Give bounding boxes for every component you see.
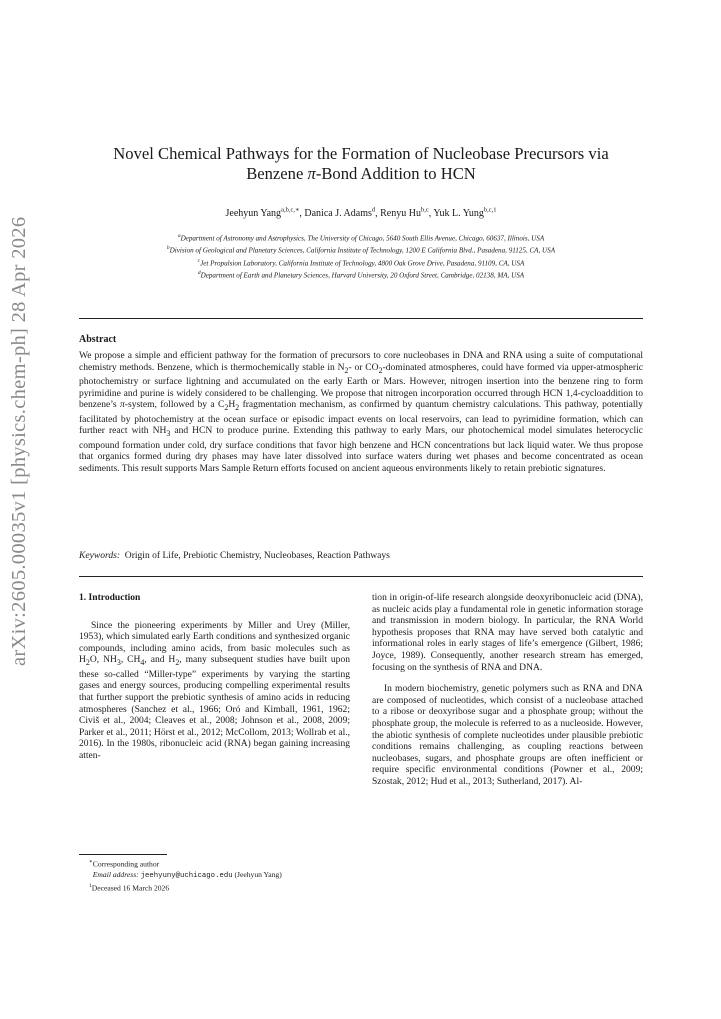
- footnotes: [89, 857, 282, 893]
- author-list: [80, 206, 642, 219]
- title-line-2: [80, 164, 642, 184]
- abstract-body: We propose a simple and efficient pathway for the formation of precursors to core nucleobases in DNA and RNA using a suite of computational chemistry methods. Benzene, which is thermochemically stable in $N_2-$ or $CO_2$-dominated atmospheres, could have formed via upper-atmospheric photochemistry or surface lightning and accumulated on the early Earth or Mars. However, nitrogen insertion into the benzene ring to form pyrimidine and purine is widely considered to be challenging. We propose that nitrogen incorporation occurred through HCN 1,4-cycloaddition to benzene’s π-system, followed by a $C_2H_2$ fragmentation mechanism, as confirmed by quantum chemistry calculations. This pathway, potentially facilitated by photochemistry at the ocean surface or episodic impact events on local reservoirs, can lead to pyrimidine formation, which can further react with $NH_3$ and HCN to produce purine. Extending this pathway to early Mars, our photochemical model simulates heterocyclic compound formation under cold, dry surface conditions that favor high benzene and HCN concentrations but lack liquid water. We thus propose that organics formed during dry phases may have later dissolved into surface waters during wet phases and become concentrated as ocean sediments. This result supports Mars Sample Return efforts focused on ancient aqueous environments likely to retain prebiotic signatures.: [79, 350, 643, 475]
- author: Jeehyun Yang$^{a,b,c,∗}$,: [225, 207, 305, 220]
- footnote-divider: [79, 854, 167, 855]
- paper-title: [80, 144, 642, 184]
- affiliation-list: [70, 231, 652, 280]
- left-column: [79, 592, 350, 762]
- right-column: [372, 592, 643, 788]
- section-heading: 1. Introduction: [79, 592, 141, 603]
- paragraph: In modern biochemistry, genetic polymers such as RNA and DNA are composed of nucleotides, which consist of a nucleobase attached to a ribose or deoxyribose sugar and a phosphate group; without the phosphate group, the molecule is referred to as a nucleoside. However, the abiotic synthesis of complete nucleotides under plausible prebiotic conditions remains challenging, as coupling reactions between nucleobases, sugars, and phosphate groups are often inefficient or require specific environmental conditions (Powner et al., 2009; Szostak, 2012; Hud et al., 2013; Sutherland, 2017). Al-: [372, 683, 643, 787]
- author: Renyu Hu$^{b,c}$,: [380, 207, 434, 220]
- affiliation: $^d$Department of Earth and Planetary Sciences, Harvard University, 20 Oxford Street, Cambridge, 02138, MA, USA: [197, 270, 525, 280]
- title-line-1: Novel Chemical Pathways for the Formation of Nucleobase Precursors via: [113, 144, 609, 163]
- paragraph: Since the pioneering experiments by Miller and Urey (Miller, 1953), which simulated early Earth conditions and synthesized organic compounds, including amino acids, from basic molecules such as $H_2O$, $NH_3$, $CH_4$, and $H_2$, many subsequent studies have built upon these so-called “Miller-type” experiments by varying the starting gases and energy sources, producing compelling experimental results that further support the prebiotic synthesis of amino acids in reducing atmospheres (Sanchez et al., 1966; Oró and Kimball, 1961, 1962; Civiš et al., 2004; Cleaves et al., 2008; Johnson et al., 2008, 2009; Parker et al., 2011; Hörst et al., 2012; McCollom, 2013; Wollrab et al., 2016). In the 1980s, ribonucleic acid (RNA) began gaining increasing atten-: [79, 619, 350, 762]
- title-text: -Bond Addition to HCN: [315, 164, 476, 183]
- abstract-heading: Abstract: [79, 334, 117, 345]
- footnote-deceased: $^1$Deceased 16 March 2026: [89, 882, 170, 893]
- title-text: Benzene: [246, 164, 308, 183]
- keywords-list: Origin of Life, Prebiotic Chemistry, Nucleobases, Reaction Pathways: [124, 550, 390, 561]
- bottom-divider: [79, 576, 643, 577]
- arxiv-identifier-stamp: arXiv:2605.00035v1 [physics.chem-ph] 28 Apr 2026: [8, 216, 30, 666]
- affiliation: $^b$Division of Geological and Planetary Sciences, California Institute of Technology, 1200 E California Blvd., Pasadena, 91125, CA, USA: [166, 245, 556, 255]
- keywords: [79, 550, 390, 561]
- keywords-label: Keywords:: [79, 550, 121, 561]
- footnote-corresponding: ∗Corresponding author: [89, 859, 160, 869]
- pi-symbol: π: [307, 164, 316, 183]
- footnote-email: Email address: jeehyuny@uchicago.edu (Jeehyun Yang): [92, 869, 282, 880]
- email-address[interactable]: jeehyuny@uchicago.edu: [140, 871, 233, 880]
- author: Yuk L. Yung$^{b,c,1}$: [433, 207, 497, 220]
- top-divider: [79, 318, 643, 319]
- author: Danica J. Adams$^d$,: [304, 207, 381, 220]
- affiliation: $^a$Department of Astronomy and Astrophysics, The University of Chicago, 5640 South Ellis Avenue, Chicago, 60637, Illinois, USA: [177, 233, 545, 243]
- affiliation: $^c$Jet Propulsion Laboratory, California Institute of Technology, 4800 Oak Grove Drive, Pasadena, 91109, CA, USA: [197, 257, 525, 268]
- paragraph: tion in origin-of-life research alongside deoxyribonucleic acid (DNA), as nucleic acids play a fundamental role in genetic information storage and transmission in modern biology. In particular, the RNA World hypothesis proposes that RNA may have served both catalytic and informational roles in early stages of life’s emergence (Gilbert, 1986; Joyce, 1989). Consequently, another research stream has emerged, focusing on the synthesis of RNA and DNA.: [372, 592, 643, 673]
